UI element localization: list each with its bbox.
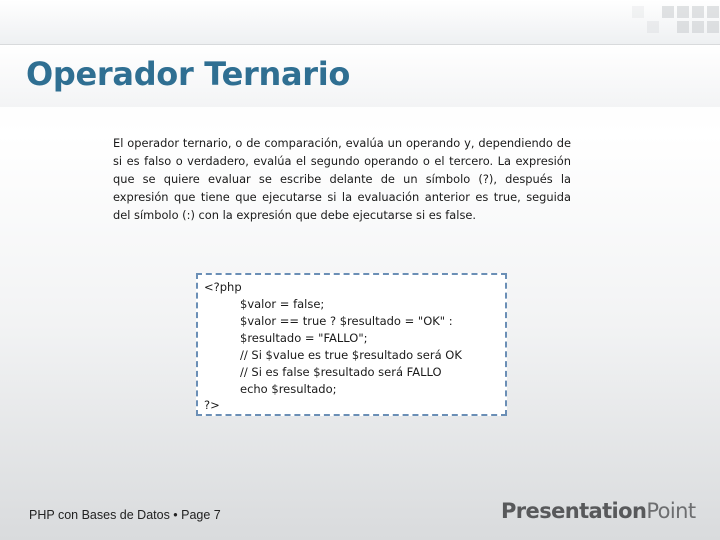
code-line: // Si $value es true $resultado será OK bbox=[240, 348, 462, 362]
corner-decoration-icon bbox=[580, 0, 720, 44]
footer-text: PHP con Bases de Datos • Page 7 bbox=[29, 508, 221, 522]
code-line: $valor == true ? $resultado = "OK" : bbox=[240, 314, 453, 328]
code-line: $resultado = "FALLO"; bbox=[240, 331, 368, 345]
code-close-tag: ?> bbox=[204, 398, 220, 412]
body-paragraph: El operador ternario, o de comparación, evalúa un operando y, dependiendo de si es falso o verdadero, evalúa el segundo operando o el tercero. La expresión que se quiere evaluar se escribe delante de un símbolo (?), después la expresión que tiene que ejecutarse si la evaluación anterior es true, seguida del símbolo (:) con la expresión que debe ejecutarse si es false. bbox=[113, 136, 571, 222]
code-line: $valor = false; bbox=[240, 297, 325, 311]
presentationpoint-logo bbox=[501, 499, 695, 523]
code-open-tag: <?php bbox=[204, 280, 242, 294]
code-line: // Si es false $resultado será FALLO bbox=[240, 365, 442, 379]
logo-light: Point bbox=[646, 499, 696, 523]
code-box bbox=[196, 273, 507, 416]
slide-title: Operador Ternario bbox=[26, 55, 351, 93]
code-line: echo $resultado; bbox=[240, 382, 337, 396]
logo-bold: Presentation bbox=[501, 499, 647, 523]
